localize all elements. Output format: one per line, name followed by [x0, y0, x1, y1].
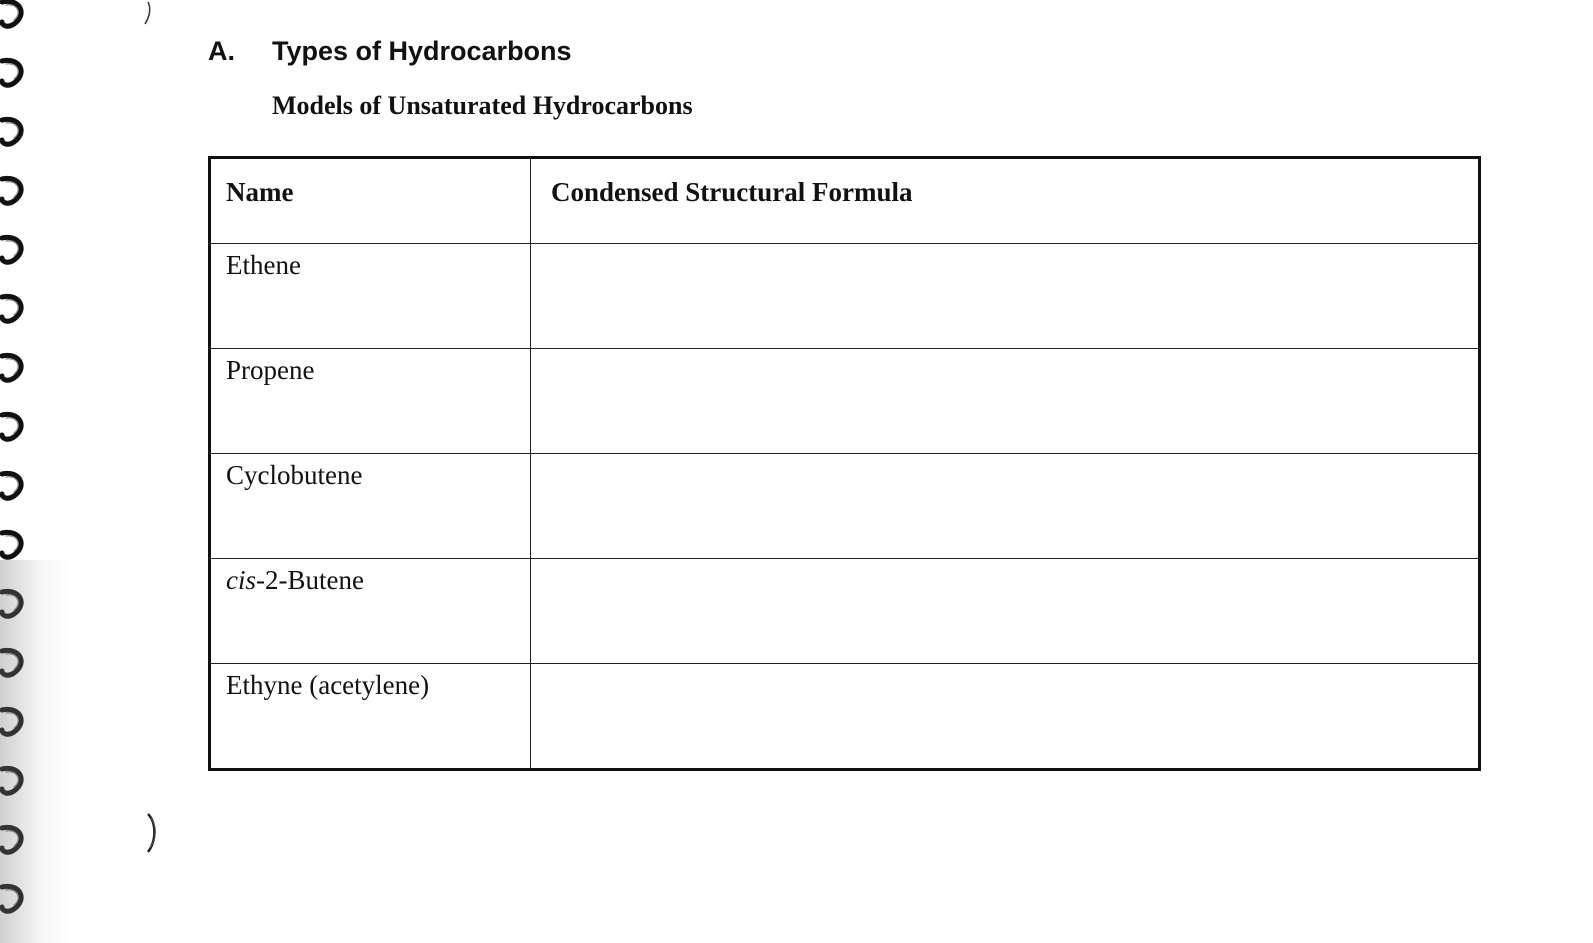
table-row [210, 349, 1480, 454]
header-name [210, 158, 531, 244]
binding-coil-highlight [6, 418, 18, 433]
table-row [210, 664, 1480, 770]
name-cell [210, 349, 531, 454]
compound-name: Cyclobutene [226, 460, 363, 490]
formula-value [531, 664, 1478, 670]
compound-name: -2-Butene [256, 565, 364, 595]
formula-cell[interactable] [531, 664, 1480, 770]
binding-coil-highlight [6, 123, 18, 138]
binding-coil-highlight [6, 5, 18, 20]
header-formula-label: Condensed Structural Formula [551, 177, 913, 207]
binding-coil-highlight [6, 536, 18, 551]
binding-coil-highlight [6, 64, 18, 79]
table-row [210, 244, 1480, 349]
formula-cell[interactable] [531, 454, 1480, 559]
header-formula [531, 158, 1480, 244]
formula-value [531, 454, 1478, 460]
table-row [210, 454, 1480, 559]
section-title: Types of Hydrocarbons [272, 36, 572, 66]
punch-mark-bottom [142, 812, 160, 854]
binding-coil-highlight [6, 300, 18, 315]
binding-coil-highlight [6, 477, 18, 492]
formula-value [531, 244, 1478, 250]
name-cell [210, 559, 531, 664]
binding-coil-highlight [6, 241, 18, 256]
formula-cell[interactable] [531, 559, 1480, 664]
name-cell [210, 244, 531, 349]
table-row [210, 559, 1480, 664]
formula-value [531, 349, 1478, 355]
name-cell [210, 454, 531, 559]
compound-name: Propene [226, 355, 315, 385]
binding-coil-highlight [6, 182, 18, 197]
section-heading [208, 36, 572, 67]
hydrocarbon-table [208, 156, 1481, 771]
header-name-label: Name [226, 177, 294, 207]
table-title: Models of Unsaturated Hydrocarbons [272, 91, 693, 120]
name-cell [210, 664, 531, 770]
punch-mark-top [140, 0, 154, 26]
formula-cell[interactable] [531, 244, 1480, 349]
header-row [210, 158, 1480, 244]
formula-cell[interactable] [531, 349, 1480, 454]
section-letter: A. [208, 36, 235, 66]
binding-coil-highlight [6, 359, 18, 374]
compound-name: Ethene [226, 250, 301, 280]
name-prefix: cis [226, 565, 256, 595]
formula-value [531, 559, 1478, 565]
binding-shadow [0, 560, 70, 943]
compound-name: Ethyne (acetylene) [226, 670, 430, 700]
